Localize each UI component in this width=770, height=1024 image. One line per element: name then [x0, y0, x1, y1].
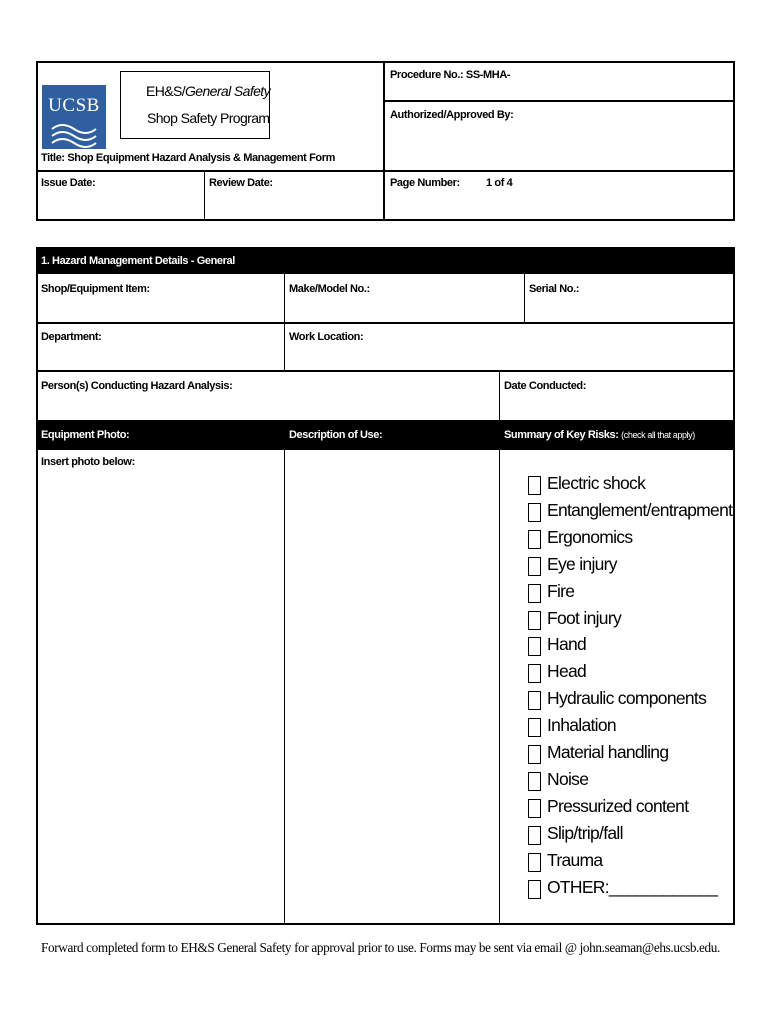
row2-bottom [36, 370, 735, 372]
review-date: Review Date: [209, 177, 273, 189]
footer-note: Forward completed form to EH&S General Safety for approval prior to use. Forms may be sent via email @ john.seaman@ehs.ucsb.edu. [41, 940, 720, 955]
program-line1-italic: General Safety [185, 83, 271, 99]
equipment-photo-label: Equipment Photo: [41, 429, 130, 441]
risk-checkbox[interactable] [528, 772, 541, 791]
risk-checkbox[interactable] [528, 611, 541, 630]
risk-checkbox[interactable] [528, 557, 541, 576]
procedure-no: Procedure No.: SS-MHA- [390, 69, 511, 81]
ucsb-logo [42, 85, 106, 149]
issue-review-divider [204, 170, 205, 220]
risk-label: Hydraulic components [547, 688, 707, 709]
risk-checkbox[interactable] [528, 503, 541, 522]
program-line1 [146, 83, 270, 99]
risk-checkbox[interactable] [528, 691, 541, 710]
description-label: Description of Use: [289, 429, 383, 441]
serial-label: Serial No.: [529, 283, 580, 295]
risk-checkbox[interactable] [528, 530, 541, 549]
work-location-label: Work Location: [289, 331, 364, 343]
row1-divider-b [524, 274, 525, 323]
section1-heading-bar [36, 247, 735, 274]
header-divider [383, 61, 385, 221]
row1-bottom [36, 322, 735, 324]
section1-block [36, 247, 735, 925]
issue-date: Issue Date: [41, 177, 96, 189]
risk-checkbox[interactable] [528, 799, 541, 818]
risk-checkbox[interactable] [528, 584, 541, 603]
risk-label: Material handling [547, 742, 669, 762]
risk-checkbox[interactable] [528, 745, 541, 764]
risk-checkbox[interactable] [528, 880, 541, 899]
summary-note: (check all that apply) [621, 430, 695, 440]
logo-text: UCSB [48, 95, 100, 116]
persons-label: Person(s) Conducting Hazard Analysis: [41, 380, 233, 392]
page-number-value: 1 of 4 [486, 177, 513, 189]
program-box [120, 71, 270, 139]
row3-divider [499, 371, 500, 421]
section1-heading: 1. Hazard Management Details - General [41, 255, 235, 267]
risk-checkbox[interactable] [528, 826, 541, 845]
risk-label: Eye injury [547, 553, 617, 574]
row2-divider [284, 323, 285, 371]
risk-label: Trauma [547, 849, 603, 870]
program-line2: Shop Safety Program [147, 110, 270, 126]
program-line1-prefix: EH&S/ [146, 83, 186, 99]
risk-label: Fire [547, 580, 575, 601]
authorized-by: Authorized/Approved By: [390, 109, 514, 121]
risk-label: Inhalation [547, 715, 616, 736]
shop-item-label: Shop/Equipment Item: [41, 283, 150, 295]
risk-label: Foot injury [547, 607, 621, 628]
procedure-divider [383, 100, 735, 102]
department-label: Department: [41, 331, 102, 343]
body-divider-b [499, 450, 500, 925]
make-model-label: Make/Model No.: [289, 283, 370, 295]
risk-label: OTHER:____________ [547, 876, 718, 897]
issue-row-divider [36, 170, 735, 172]
form-title: Title: Shop Equipment Hazard Analysis & Management Form [41, 152, 335, 164]
risk-label: Entanglement/entrapment [547, 499, 733, 520]
date-conducted-label: Date Conducted: [504, 380, 587, 392]
risk-label: Noise [547, 768, 589, 789]
risk-checkbox[interactable] [528, 476, 541, 495]
risk-label: Pressurized content [547, 795, 689, 816]
risk-checkbox[interactable] [528, 718, 541, 737]
body-divider-a [284, 450, 285, 925]
insert-photo-label: Insert photo below: [41, 456, 135, 468]
page-number-label: Page Number: [390, 177, 460, 189]
wave-icon [42, 119, 106, 149]
risk-checkbox[interactable] [528, 664, 541, 683]
risk-checkbox[interactable] [528, 637, 541, 656]
risk-label: Hand [547, 634, 587, 655]
risk-label: Ergonomics [547, 526, 633, 547]
summary-text: Summary of Key Risks: [504, 429, 619, 441]
risk-label: Head [547, 661, 587, 682]
risk-label: Slip/trip/fall [547, 822, 623, 843]
summary-label [504, 429, 695, 441]
risk-checkbox[interactable] [528, 853, 541, 872]
risk-label: Electric shock [547, 473, 646, 493]
row1-divider-a [284, 274, 285, 323]
